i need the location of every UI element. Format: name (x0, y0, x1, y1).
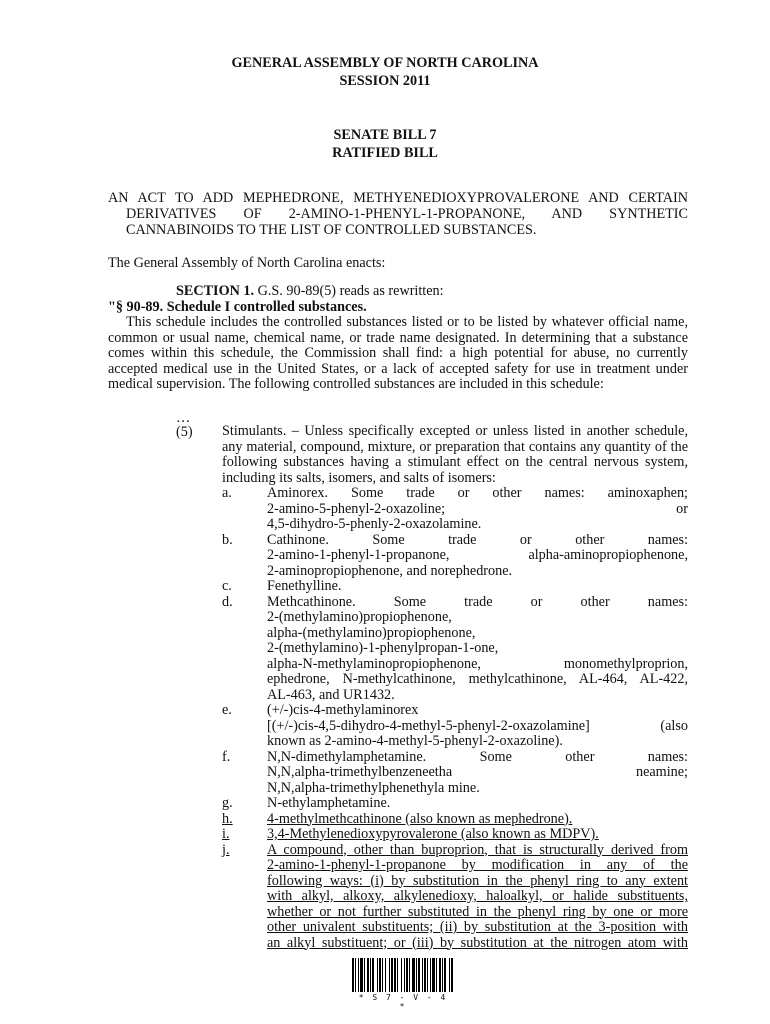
barcode-bar (436, 958, 437, 992)
list-item (222, 812, 688, 828)
barcode-bar (370, 958, 371, 992)
barcode-bar (416, 958, 417, 992)
section-label: SECTION 1. (176, 283, 255, 299)
assembly-name: GENERAL ASSEMBLY OF NORTH CAROLINA (231, 55, 539, 71)
barcode-bar (372, 958, 374, 992)
list-item-line: 2-amino-1-phenyl-1-propanone, alpha-aminopropiophenone, (267, 547, 688, 563)
list-item-line: N,N-dimethylamphetamine. Some other names: (267, 748, 688, 765)
list-item-line: an alkyl substituent; or (iii) by substitution at the nitrogen atom with (267, 934, 688, 951)
barcode-bar (382, 958, 383, 992)
list-item (222, 595, 688, 704)
list-item-line: [(+/-)cis-4,5-dihydro-4-methyl-5-phenyl-2-oxazolamine] (also (267, 717, 688, 734)
bill-header (0, 54, 770, 90)
barcode-bar (451, 958, 453, 992)
barcode-bar (401, 958, 402, 992)
enacting-clause: The General Assembly of North Carolina enacts: (108, 255, 386, 271)
substance-list (222, 486, 688, 951)
act-title (108, 190, 688, 238)
list-item-line: Fenethylline. (267, 578, 342, 594)
list-item-line: 2-(methylamino)propiophenone, (267, 609, 452, 625)
barcode-bar (358, 958, 359, 992)
list-item-line: AL-463, and UR1432. (267, 686, 395, 703)
act-title-line: CANNABINOIDS TO THE LIST OF CONTROLLED SUBSTANCES. (126, 222, 537, 238)
list-item-label: a. (222, 485, 232, 501)
intro-text: This schedule includes the controlled substances listed or to be listed by whatever official name, common or usual name, chemical name, or trade name designated. In determining that a substance comes within this schedule, the Commission shall find: a high potential for abuse, no currently accepted medical use in the United States, or a lack of accepted safety for use in treatment under medical supervision. The following controlled substances are included in this schedule: (108, 314, 688, 392)
barcode-text: * S 7 - V - 4 * (358, 993, 448, 1011)
list-item-line: with alkyl, alkoxy, alkylenedioxy, haloalkyl, or halide substituents, (267, 888, 688, 904)
barcode-bar (444, 958, 446, 992)
list-item (222, 533, 688, 580)
list-item-label: g. (222, 795, 233, 811)
section-text: G.S. 90-89(5) reads as rewritten: (254, 283, 444, 299)
list-item-line: Methcathinone. Some trade or other names: (267, 593, 688, 610)
schedule-intro (108, 315, 688, 393)
list-item-line: 2-amino-1-phenyl-1-propanone by modification in any of the (267, 857, 688, 873)
statute-heading: "§ 90-89. Schedule I controlled substances. (108, 299, 367, 315)
bill-status: RATIFIED BILL (332, 145, 438, 161)
section-1 (108, 283, 688, 315)
list-item-label: b. (222, 531, 233, 548)
barcode-bar (430, 958, 431, 992)
barcode-bar (412, 958, 415, 992)
list-item-label: h. (222, 810, 233, 827)
list-item-label: c. (222, 578, 232, 594)
list-item-line: 4,5-dihydro-5-phenly-2-oxazolamine. (267, 516, 482, 532)
list-item-line: Cathinone. Some trade or other names: (267, 531, 688, 548)
list-item (222, 827, 688, 843)
subsection-text: Stimulants. – Unless specifically excepted or unless listed in another schedule, any material, compound, mixture, or preparation that contains any quantity of the following substances having a stimulant effect on the central nervous system, including its salts, isomers, and salts of isomers: (222, 423, 688, 486)
list-item-label: d. (222, 593, 233, 610)
list-item (222, 843, 688, 952)
barcode-bar (367, 958, 369, 992)
list-item-line: whether or not further substituted in the phenyl ring by one or more (267, 903, 688, 920)
list-item (222, 579, 688, 595)
list-item-line: following ways: (i) by substitution in the phenyl ring to any extent (267, 872, 688, 889)
ellipsis: … (176, 410, 191, 426)
list-item-line: N-ethylamphetamine. (267, 795, 391, 811)
bill-identifier (0, 126, 770, 162)
list-item (222, 750, 688, 797)
barcode-bar (432, 958, 435, 992)
list-item-line: N,N,alpha-trimethylphenethyla mine. (267, 779, 480, 796)
list-item-label: j. (222, 841, 230, 858)
barcode-bar (397, 958, 398, 992)
list-item (222, 703, 688, 750)
barcode-bar (427, 958, 428, 992)
barcode-bar (379, 958, 381, 992)
list-item-line: known as 2-amino-4-methyl-5-phenyl-2-oxazoline). (267, 733, 563, 749)
list-item-line: N,N,alpha-trimethylbenzeneetha neamine; (267, 764, 688, 780)
list-item-label: i. (222, 826, 230, 842)
barcode-bar (409, 958, 410, 992)
session-label: SESSION 2011 (339, 73, 431, 89)
barcode-bar (422, 958, 423, 992)
barcode-bar (385, 958, 386, 992)
act-title-line: DERIVATIVES OF 2-AMINO-1-PHENYL-1-PROPANONE, AND SYNTHETIC (126, 206, 688, 222)
list-item-line: alpha-(methylamino)propiophenone, (267, 624, 476, 641)
list-item-label: e. (222, 702, 232, 718)
list-item-line: 2-aminopropiophenone, and norephedrone. (267, 562, 513, 579)
list-item-line: 2-amino-5-phenyl-2-oxazoline; or (267, 500, 688, 517)
barcode-bar (418, 958, 420, 992)
barcode-bar (442, 958, 443, 992)
list-item-line: 3,4-Methylenedioxypyrovalerone (also known as MDPV). (267, 826, 599, 842)
barcode-bar (424, 958, 426, 992)
list-item-line: alpha-N-methylaminopropiophenone, monomethylproprion, (267, 655, 688, 672)
barcode-bar (352, 958, 354, 992)
bill-number: SENATE BILL 7 (333, 127, 437, 143)
barcode-bar (394, 958, 396, 992)
list-item-line: 4-methylmethcathinone (also known as mephedrone). (267, 810, 573, 827)
list-item-line: ephedrone, N-methylcathinone, methylcathinone, AL-464, AL-422, (267, 671, 688, 687)
list-item-label: f. (222, 748, 231, 765)
barcode-bar (404, 958, 405, 992)
barcode-bar (364, 958, 365, 992)
barcode-bar (449, 958, 450, 992)
barcode-bar (377, 958, 378, 992)
list-item-line: 2-(methylamino)-1-phenylpropan-1-one, (267, 640, 499, 656)
list-item-line: A compound, other than buproprion, that is structurally derived from (267, 841, 688, 858)
barcode-bar (360, 958, 363, 992)
list-item (222, 796, 688, 812)
act-title-line: AN ACT TO ADD MEPHEDRONE, METHYENEDIOXYPROVALERONE AND CERTAIN (108, 190, 688, 206)
barcode-bar (389, 958, 390, 992)
list-item-line: Aminorex. Some trade or other names: aminoxaphen; (267, 485, 688, 501)
list-item-line: (+/-)cis-4-methylaminorex (267, 702, 419, 718)
subsection-number: (5) (176, 424, 193, 440)
barcode-bar (406, 958, 408, 992)
barcode-bar (439, 958, 441, 992)
list-item (222, 486, 688, 533)
barcode-bar (355, 958, 356, 992)
barcode-bar (391, 958, 393, 992)
list-item-line: other univalent substituents; (ii) by substitution at the 3-position with (267, 919, 688, 935)
barcode (352, 958, 454, 992)
